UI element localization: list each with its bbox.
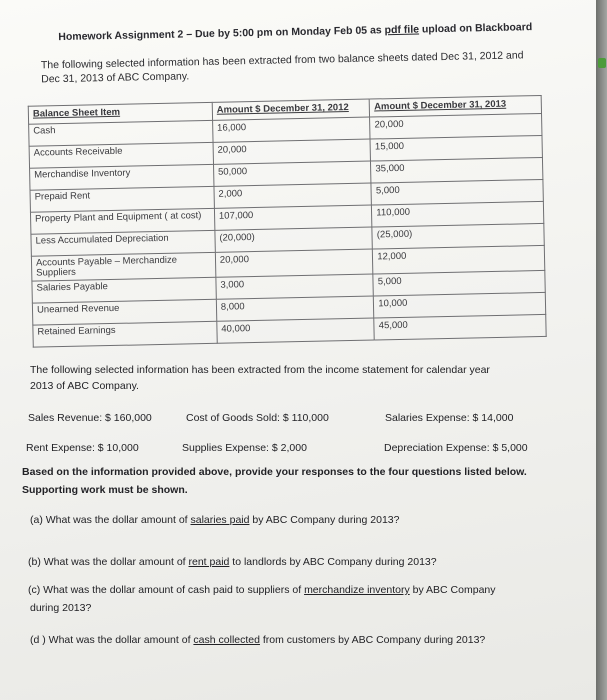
row-value-2012: 20,000 [213, 139, 371, 164]
row-value-2012: 40,000 [217, 318, 375, 343]
row-item: Cash [29, 120, 213, 146]
cost-of-goods-sold: Cost of Goods Sold: $ 110,000 [186, 412, 329, 424]
row-item: Unearned Revenue [32, 299, 216, 325]
intro-line-2: Dec 31, 2013 of ABC Company. [41, 70, 190, 86]
depreciation-expense: Depreciation Expense: $ 5,000 [384, 442, 528, 454]
row-item: Accounts Payable – Merchandize Suppliers [31, 252, 215, 281]
question-d-post: from customers by ABC Company during 2013? [262, 634, 486, 646]
header-title-end: upload on Blackboard [421, 21, 533, 36]
row-value-2013: 35,000 [371, 157, 543, 183]
background-edge [596, 0, 607, 700]
sales-revenue: Sales Revenue: $ 160,000 [28, 412, 152, 424]
salaries-expense: Salaries Expense: $ 14,000 [385, 412, 514, 424]
intro-line-1: The following selected information has been extracted from two balance sheets dated Dec 31, 2012 and [40, 49, 524, 72]
question-a-post: by ABC Company during 2013? [252, 514, 400, 526]
row-value-2013: 5,000 [371, 179, 543, 205]
row-value-2012: (20,000) [215, 227, 373, 252]
row-item: Accounts Receivable [29, 142, 213, 168]
header-title: Homework Assignment 2 – Due by 5:00 pm on Monday Feb 05 as [58, 24, 382, 44]
rent-expense: Rent Expense: $ 10,000 [26, 442, 139, 454]
question-d-pre: (d ) What was the dollar amount of [30, 634, 191, 646]
instructions-line-2: Supporting work must be shown. [22, 484, 188, 496]
question-a [30, 514, 399, 526]
balance-sheet-table [28, 95, 547, 348]
background-marker [598, 58, 606, 68]
row-value-2013: 20,000 [370, 113, 542, 139]
question-c-line-2: during 2013? [30, 602, 92, 614]
question-b-emphasis: rent paid [188, 556, 230, 568]
row-value-2013: 45,000 [374, 314, 546, 340]
row-value-2013: 10,000 [374, 292, 546, 318]
row-value-2013: 5,000 [373, 270, 545, 296]
question-d [30, 634, 485, 646]
question-c-post: by ABC Company [412, 584, 496, 596]
income-intro-line-2: 2013 of ABC Company. [30, 380, 139, 392]
assignment-header [58, 21, 532, 43]
row-value-2012: 16,000 [212, 117, 370, 142]
row-item: Merchandise Inventory [30, 164, 214, 190]
row-value-2012: 8,000 [216, 296, 374, 321]
row-value-2013: 110,000 [372, 201, 544, 227]
row-value-2012: 3,000 [216, 274, 374, 299]
row-value-2013: (25,000) [372, 223, 544, 249]
col-header-2012: Amount $ December 31, 2012 [212, 99, 370, 120]
supplies-expense: Supplies Expense: $ 2,000 [182, 442, 307, 454]
col-header-item: Balance Sheet Item [28, 102, 212, 124]
row-value-2012: 2,000 [214, 183, 372, 208]
header-link: pdf file [384, 23, 420, 37]
income-intro-line-1: The following selected information has been extracted from the income statement for calendar year [30, 364, 490, 376]
question-c-pre: (c) What was the dollar amount of cash paid to suppliers of [28, 584, 302, 596]
question-a-pre: (a) What was the dollar amount of [30, 514, 188, 526]
row-value-2012: 107,000 [214, 205, 372, 230]
row-item: Prepaid Rent [30, 186, 214, 212]
question-c-emphasis: merchandize inventory [304, 584, 410, 596]
row-value-2012: 20,000 [215, 249, 373, 277]
row-value-2012: 50,000 [213, 161, 371, 186]
row-value-2013: 15,000 [370, 135, 542, 161]
row-value-2013: 12,000 [373, 245, 545, 274]
question-b-pre: (b) What was the dollar amount of [28, 556, 186, 568]
row-item: Less Accumulated Depreciation [31, 230, 215, 256]
row-item: Property Plant and Equipment ( at cost) [30, 208, 214, 234]
question-b [28, 556, 437, 568]
question-d-emphasis: cash collected [193, 634, 260, 646]
question-c [28, 584, 496, 596]
row-item: Salaries Payable [32, 277, 216, 303]
col-header-2013: Amount $ December 31, 2013 [369, 95, 541, 117]
question-a-emphasis: salaries paid [190, 514, 250, 526]
row-item: Retained Earnings [33, 321, 217, 347]
question-b-post: to landlords by ABC Company during 2013? [232, 556, 437, 568]
instructions-line-1: Based on the information provided above, provide your responses to the four questions listed below. [22, 466, 527, 478]
